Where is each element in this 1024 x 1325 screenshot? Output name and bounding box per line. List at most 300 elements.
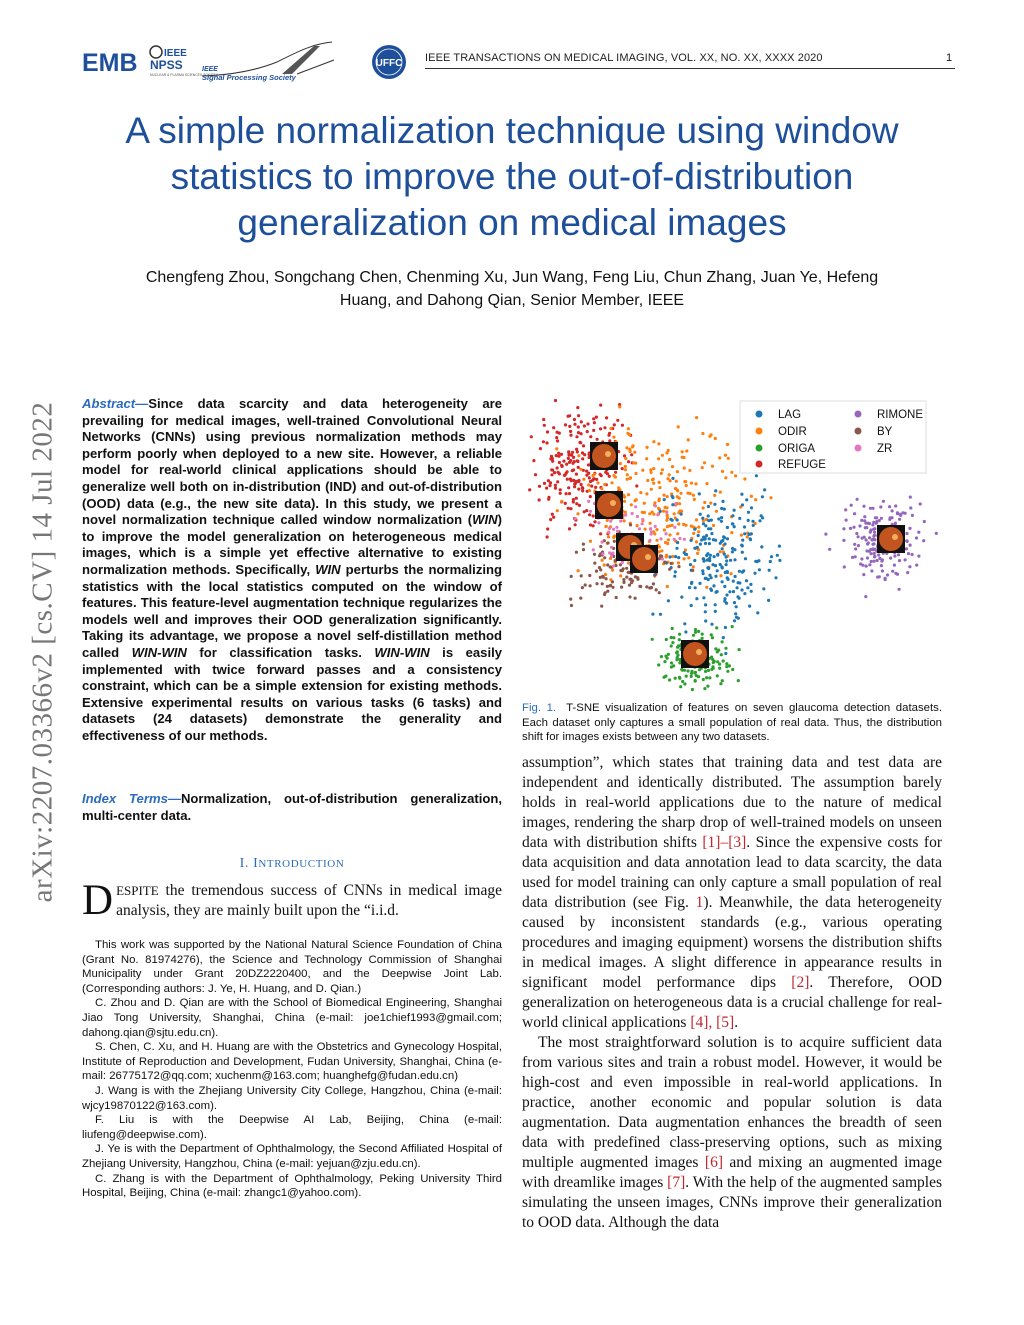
scatter-point	[620, 586, 623, 589]
scatter-point	[623, 500, 626, 503]
scatter-point	[726, 526, 729, 529]
scatter-point	[593, 421, 596, 424]
optic-disc	[645, 554, 651, 560]
scatter-point	[860, 557, 863, 560]
scatter-point	[542, 440, 545, 443]
svg-text:IEEE: IEEE	[164, 48, 187, 59]
scatter-point	[733, 525, 736, 528]
scatter-point	[905, 547, 908, 550]
scatter-point	[587, 463, 590, 466]
scatter-point	[917, 531, 920, 534]
scatter-point	[750, 532, 753, 535]
scatter-point	[538, 485, 541, 488]
scatter-point	[723, 536, 726, 539]
scatter-point	[741, 551, 744, 554]
scatter-point	[607, 531, 610, 534]
scatter-point	[726, 443, 729, 446]
scatter-point	[863, 515, 866, 518]
scatter-point	[636, 515, 639, 518]
citation-link[interactable]: [1]–[3]	[702, 834, 747, 851]
scatter-point	[666, 542, 669, 545]
scatter-point	[677, 565, 680, 568]
scatter-point	[624, 468, 627, 471]
scatter-point	[649, 522, 652, 525]
scatter-point	[731, 522, 734, 525]
scatter-point	[595, 570, 598, 573]
scatter-point	[610, 481, 613, 484]
scatter-point	[582, 444, 585, 447]
scatter-point	[776, 554, 779, 557]
scatter-point	[622, 567, 625, 570]
scatter-point	[695, 597, 698, 600]
scatter-point	[686, 492, 689, 495]
scatter-point	[697, 526, 700, 529]
scatter-point	[681, 450, 684, 453]
scatter-point	[675, 547, 678, 550]
scatter-point	[721, 539, 724, 542]
figure-link[interactable]: 1	[695, 894, 704, 911]
scatter-point	[575, 497, 578, 500]
scatter-point	[631, 445, 634, 448]
optic-disc	[696, 649, 702, 655]
scatter-point	[530, 435, 533, 438]
scatter-point	[870, 560, 873, 563]
scatter-point	[623, 519, 626, 522]
scatter-point	[528, 488, 531, 491]
scatter-point	[763, 488, 766, 491]
scatter-point	[719, 574, 722, 577]
scatter-point	[548, 484, 551, 487]
scatter-point	[657, 457, 660, 460]
scatter-point	[627, 427, 630, 430]
scatter-point	[754, 498, 757, 501]
scatter-point	[633, 451, 636, 454]
scatter-point	[671, 627, 674, 630]
scatter-point	[732, 580, 735, 583]
scatter-point	[842, 539, 845, 542]
scatter-point	[560, 464, 563, 467]
scatter-point	[569, 430, 572, 433]
scatter-point	[551, 513, 554, 516]
scatter-point	[733, 548, 736, 551]
scatter-point	[672, 664, 675, 667]
scatter-point	[622, 581, 625, 584]
scatter-point	[671, 477, 674, 480]
scatter-point	[866, 556, 869, 559]
scatter-point	[542, 418, 545, 421]
scatter-point	[731, 514, 734, 517]
scatter-point	[677, 425, 680, 428]
scatter-point	[634, 505, 637, 508]
scatter-point	[701, 432, 704, 435]
scatter-point	[680, 596, 683, 599]
scatter-point	[668, 678, 671, 681]
scatter-point	[555, 454, 558, 457]
scatter-point	[691, 569, 694, 572]
scatter-point	[567, 486, 570, 489]
citation-link[interactable]: [4], [5]	[690, 1014, 735, 1031]
scatter-point	[653, 501, 656, 504]
scatter-point	[741, 503, 744, 506]
scatter-point	[711, 465, 714, 468]
legend-marker-rimone	[855, 411, 862, 418]
author-line: Chengfeng Zhou, Songchang Chen, Chenming Xu, Jun Wang, Feng Liu, Chun Zhang, Juan Ye, Hefeng	[145, 269, 879, 286]
scatter-point	[663, 528, 666, 531]
scatter-point	[685, 675, 688, 678]
scatter-point	[674, 677, 677, 680]
scatter-point	[676, 470, 679, 473]
scatter-point	[657, 442, 660, 445]
scatter-point	[591, 479, 594, 482]
scatter-point	[658, 481, 661, 484]
scatter-point	[876, 559, 879, 562]
scatter-point	[864, 522, 867, 525]
scatter-point	[678, 677, 681, 680]
page-number: 1	[946, 52, 953, 64]
scatter-point	[588, 513, 591, 516]
scatter-point	[605, 525, 608, 528]
svg-text:NPSS: NPSS	[150, 58, 183, 72]
scatter-point	[696, 552, 699, 555]
scatter-point	[698, 668, 701, 671]
scatter-point	[679, 685, 682, 688]
scatter-point	[660, 472, 663, 475]
scatter-point	[677, 556, 680, 559]
scatter-point	[595, 478, 598, 481]
scatter-point	[906, 571, 909, 574]
scatter-point	[704, 537, 707, 540]
scatter-point	[871, 538, 874, 541]
scatter-point	[662, 494, 665, 497]
scatter-point	[596, 438, 599, 441]
scatter-point	[768, 569, 771, 572]
scatter-point	[641, 469, 644, 472]
scatter-point	[634, 462, 637, 465]
scatter-point	[694, 482, 697, 485]
scatter-point	[576, 450, 579, 453]
scatter-point	[616, 419, 619, 422]
scatter-point	[556, 509, 559, 512]
scatter-point	[581, 457, 584, 460]
scatter-point	[707, 519, 710, 522]
scatter-point	[731, 668, 734, 671]
scatter-point	[611, 569, 614, 572]
scatter-point	[720, 653, 723, 656]
scatter-point	[726, 576, 729, 579]
scatter-point	[824, 533, 827, 536]
scatter-point	[543, 424, 546, 427]
scatter-point	[641, 522, 644, 525]
scatter-point	[687, 556, 690, 559]
scatter-point	[747, 519, 750, 522]
scatter-point	[686, 669, 689, 672]
scatter-point	[736, 595, 739, 598]
scatter-point	[590, 485, 593, 488]
scatter-point	[612, 564, 615, 567]
scatter-point	[708, 574, 711, 577]
scatter-point	[740, 588, 743, 591]
scatter-point	[875, 522, 878, 525]
scatter-point	[711, 636, 714, 639]
scatter-point	[589, 523, 592, 526]
scatter-point	[547, 479, 550, 482]
scatter-point	[652, 582, 655, 585]
scatter-point	[723, 553, 726, 556]
scatter-point	[573, 418, 576, 421]
scatter-point	[697, 675, 700, 678]
scatter-point	[740, 544, 743, 547]
scatter-point	[652, 440, 655, 443]
scatter-point	[600, 474, 603, 477]
scatter-point	[702, 572, 705, 575]
scatter-point	[904, 558, 907, 561]
scatter-point	[600, 605, 603, 608]
scatter-point	[532, 459, 535, 462]
scatter-point	[733, 558, 736, 561]
svg-text:UFFC: UFFC	[375, 58, 403, 69]
fundus-thumbnails	[590, 442, 905, 668]
scatter-point	[583, 510, 586, 513]
paragraph: The most straightforward solution is to acquire sufficient data from various sites and train a robust model. However, it would be high-cost and even impossible in real-world applications. In practice, another economic and popular solution is data augmentation. Data augmentation enhances the breadth of seen data with predefined class-preserving options, such as mixing multiple augmented images [6] and mixing an augmented image with dreamlike images [7]. With the help of the augmented samples simulating the unseen images, CNNs improve their generalization to OOD data. Although the data	[522, 1034, 943, 1231]
scatter-point	[570, 604, 573, 607]
index-terms: Index Terms—Normalization, out-of-distribution generalization, multi-center data.	[82, 791, 502, 823]
scatter-point	[723, 585, 726, 588]
optic-disc	[605, 451, 611, 457]
scatter-point	[586, 430, 589, 433]
optic-disc	[610, 500, 616, 506]
scatter-point	[704, 670, 707, 673]
scatter-point	[659, 613, 662, 616]
scatter-point	[603, 426, 606, 429]
scatter-point	[589, 540, 592, 543]
scatter-point	[659, 537, 662, 540]
scatter-point	[599, 532, 602, 535]
scatter-point	[705, 676, 708, 679]
legend-label-rimone: RIMONE	[877, 409, 923, 421]
signal-processing-society-logo	[202, 42, 334, 82]
scatter-point	[678, 633, 681, 636]
scatter-point	[648, 539, 651, 542]
scatter-point	[681, 669, 684, 672]
scatter-point	[719, 542, 722, 545]
scatter-point	[580, 420, 583, 423]
scatter-point	[576, 512, 579, 515]
scatter-point	[601, 541, 604, 544]
scatter-point	[760, 545, 763, 548]
scatter-point	[897, 553, 900, 556]
scatter-point	[558, 472, 561, 475]
scatter-point	[762, 587, 765, 590]
title-line: statistics to improve the out-of-distribution	[170, 156, 854, 197]
scatter-point	[844, 508, 847, 511]
scatter-point	[610, 546, 613, 549]
scatter-point	[545, 441, 548, 444]
scatter-point	[880, 517, 883, 520]
citation-link[interactable]: [2]	[791, 974, 810, 991]
scatter-point	[569, 459, 572, 462]
scatter-point	[878, 557, 881, 560]
scatter-point	[650, 532, 653, 535]
scatter-point	[626, 478, 629, 481]
scatter-point	[702, 506, 705, 509]
scatter-point	[595, 416, 598, 419]
scatter-point	[894, 504, 897, 507]
scatter-point	[703, 501, 706, 504]
scatter-point	[638, 527, 641, 530]
scatter-point	[695, 518, 698, 521]
scatter-point	[731, 550, 734, 553]
scatter-point	[909, 544, 912, 547]
scatter-point	[621, 561, 624, 564]
figure-caption: Fig. 1. T-SNE visualization of features on seven glaucoma detection datasets. Each dataset only captures a small population of real data. Thus, the distribution shift for images exists between any two datasets.	[522, 702, 942, 744]
legend-marker-odir	[756, 428, 763, 435]
scatter-point	[690, 675, 693, 678]
scatter-point	[679, 492, 682, 495]
scatter-point	[743, 525, 746, 528]
fundus-image	[632, 547, 656, 571]
scatter-point	[549, 457, 552, 460]
scatter-point	[719, 491, 722, 494]
footnote: F. Liu is with the Deepwise AI Lab, Beijing, China (e-mail: liufeng@deepwise.com).	[82, 1114, 502, 1141]
scatter-point	[667, 449, 670, 452]
scatter-point	[634, 472, 637, 475]
scatter-point	[882, 500, 885, 503]
scatter-point	[661, 468, 664, 471]
scatter-point	[671, 641, 674, 644]
scatter-point	[580, 483, 583, 486]
scatter-point	[738, 570, 741, 573]
scatter-point	[896, 511, 899, 514]
scatter-point	[720, 520, 723, 523]
scatter-point	[645, 585, 648, 588]
win-win-term: WIN-WIN	[374, 644, 430, 660]
scatter-point	[575, 473, 578, 476]
scatter-point	[605, 416, 608, 419]
scatter-point	[678, 537, 681, 540]
scatter-point	[732, 590, 735, 593]
scatter-point	[554, 484, 557, 487]
scatter-point	[697, 530, 700, 533]
intro-continued	[522, 753, 942, 1233]
scatter-point	[613, 540, 616, 543]
scatter-point	[683, 557, 686, 560]
scatter-point	[666, 495, 669, 498]
scatter-point	[693, 528, 696, 531]
scatter-point	[580, 574, 583, 577]
scatter-point	[549, 518, 552, 521]
scatter-point	[601, 552, 604, 555]
scatter-point	[720, 507, 723, 510]
footnote: J. Wang is with the Zhejiang University City College, Hangzhou, China (e-mail: wjcy19870122@163.com).	[82, 1084, 502, 1112]
scatter-point	[683, 538, 686, 541]
scatter-point	[611, 580, 614, 583]
scatter-point	[588, 476, 591, 479]
scatter-point	[725, 563, 728, 566]
scatter-point	[652, 513, 655, 516]
scatter-point	[577, 431, 580, 434]
intro-paragraph: DESPITE the tremendous success of CNNs in medical image analysis, they are mainly built upon the “i.i.d.	[82, 877, 502, 924]
scatter-point	[628, 477, 631, 480]
scatter-point	[761, 516, 764, 519]
scatter-point	[627, 460, 630, 463]
scatter-point	[676, 541, 679, 544]
scatter-point	[708, 559, 711, 562]
citation-link[interactable]: [6]	[704, 1154, 723, 1171]
scatter-point	[711, 563, 714, 566]
scatter-point	[578, 504, 581, 507]
scatter-point	[592, 514, 595, 517]
scatter-point	[608, 551, 611, 554]
scatter-point	[593, 553, 596, 556]
citation-link[interactable]: [7]	[667, 1174, 686, 1191]
scatter-point	[618, 405, 621, 408]
scatter-point	[614, 476, 617, 479]
scatter-point	[634, 575, 637, 578]
footnote: This work was supported by the National Natural Science Foundation of China (Grant No. 81974276), the Science and Technology Commission of Shanghai Municipality under Grant 20DZ2220400, and the Deepwise Joint Lab. (Corresponding authors: J. Ye, H. Huang, and D. Qian.)	[82, 939, 502, 995]
scatter-point	[719, 550, 722, 553]
scatter-point	[658, 486, 661, 489]
scatter-point	[901, 511, 904, 514]
scatter-point	[898, 588, 901, 591]
scatter-point	[552, 426, 555, 429]
scatter-point	[599, 427, 602, 430]
scatter-point	[677, 522, 680, 525]
scatter-point	[681, 456, 684, 459]
scatter-point	[654, 504, 657, 507]
scatter-point	[684, 524, 687, 527]
scatter-point	[556, 480, 559, 483]
scatter-point	[553, 471, 556, 474]
scatter-point	[709, 587, 712, 590]
scatter-point	[606, 541, 609, 544]
scatter-point	[704, 542, 707, 545]
author-list	[60, 266, 964, 312]
scatter-point	[725, 593, 728, 596]
scatter-point	[646, 479, 649, 482]
scatter-point	[860, 519, 863, 522]
scatter-point	[744, 557, 747, 560]
scatter-point	[628, 433, 631, 436]
scatter-point	[676, 646, 679, 649]
scatter-point	[597, 521, 600, 524]
scatter-point	[664, 532, 667, 535]
scatter-point	[872, 542, 875, 545]
scatter-point	[709, 502, 712, 505]
scatter-point	[689, 563, 692, 566]
scatter-point	[874, 516, 877, 519]
scatter-point	[722, 636, 725, 639]
scatter-point	[915, 536, 918, 539]
scatter-point	[707, 669, 710, 672]
scatter-point	[889, 557, 892, 560]
scatter-point	[741, 539, 744, 542]
scatter-point	[628, 584, 631, 587]
scatter-point	[908, 565, 911, 568]
scatter-point	[579, 597, 582, 600]
scatter-point	[770, 555, 773, 558]
scatter-point	[888, 505, 891, 508]
scatter-point	[690, 604, 693, 607]
scatter-point	[740, 493, 743, 496]
scatter-point	[673, 512, 676, 515]
uffc-logo	[372, 45, 406, 79]
scatter-point	[643, 502, 646, 505]
scatter-point	[554, 487, 557, 490]
scatter-point	[665, 638, 668, 641]
paper-title	[60, 108, 964, 246]
scatter-point	[701, 569, 704, 572]
scatter-point	[702, 557, 705, 560]
